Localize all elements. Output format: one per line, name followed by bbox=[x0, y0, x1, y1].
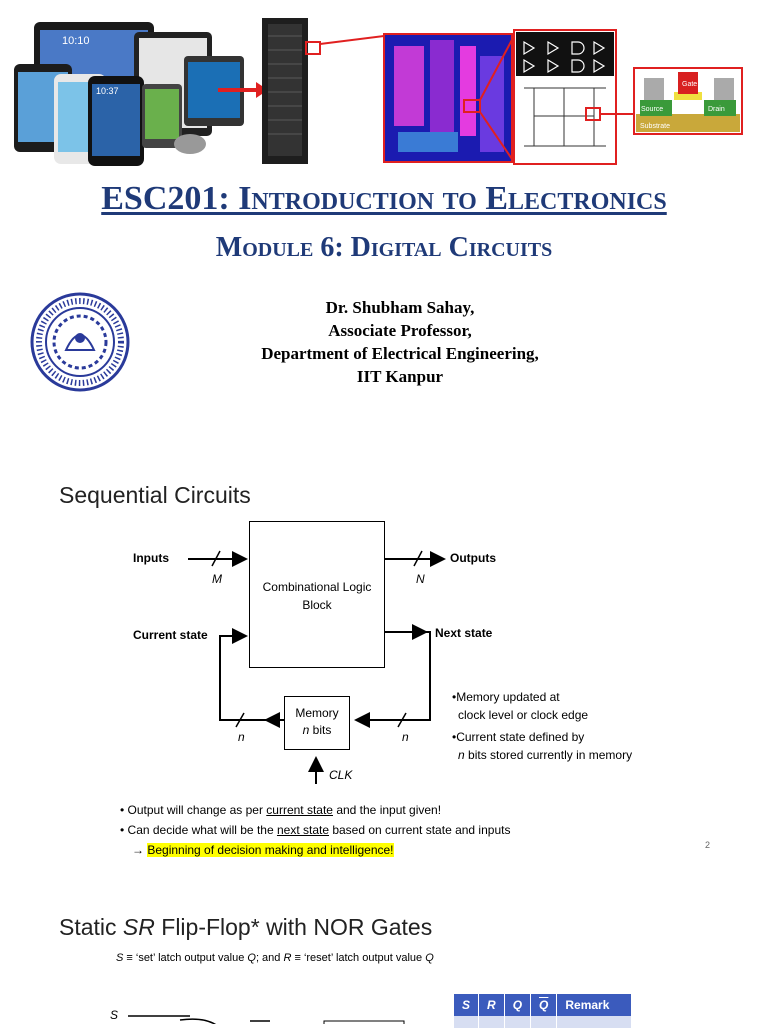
nor-gate-circuit bbox=[120, 1008, 420, 1024]
col-s: S bbox=[454, 994, 479, 1016]
slide-title: Static SR Flip-Flop* with NOR Gates bbox=[59, 914, 433, 940]
clb-label-line1: Combinational Logic bbox=[262, 580, 372, 594]
svg-text:Gate: Gate bbox=[682, 81, 698, 88]
bullet-list bbox=[120, 800, 510, 860]
n-output-label: N bbox=[416, 572, 425, 586]
m-label: M bbox=[212, 572, 222, 586]
course-title: ESC201: Introduction to Electronics bbox=[101, 180, 667, 217]
col-q-bar: $\overline{Q}$ bbox=[531, 994, 557, 1016]
svg-text:10:10: 10:10 bbox=[62, 35, 90, 47]
bullet-3: → Beginning of decision making and intelligence! bbox=[132, 843, 394, 857]
n-right-label: n bbox=[402, 730, 409, 744]
col-q: Q bbox=[504, 994, 530, 1016]
bullet-2: • Can decide what will be the next state based on current state and inputs bbox=[120, 823, 511, 837]
s-input-label: S bbox=[110, 1008, 119, 1022]
svg-text:Drain: Drain bbox=[708, 106, 725, 113]
highlighted-text: Beginning of decision making and intelligence! bbox=[147, 843, 394, 857]
current-state-label: Current state bbox=[133, 628, 208, 642]
n-left-label: n bbox=[238, 730, 245, 744]
author-department: Department of Electrical Engineering, bbox=[261, 344, 539, 363]
iitk-logo-icon bbox=[30, 292, 130, 392]
svg-text:Source: Source bbox=[641, 106, 664, 113]
devices-icon bbox=[14, 22, 244, 166]
combinational-logic-block bbox=[249, 521, 385, 668]
next-state-label: Next state bbox=[435, 626, 493, 640]
bullet-1: • Output will change as per current state and the input given! bbox=[120, 803, 442, 817]
author-institute: IIT Kanpur bbox=[356, 367, 444, 386]
inputs-label: Inputs bbox=[133, 551, 169, 565]
chip-layout-icon bbox=[384, 34, 512, 162]
module-title: Module 6: Digital Circuits bbox=[215, 232, 553, 263]
memory-note: •Memory updated at clock level or clock edge bbox=[452, 690, 589, 722]
author-position: Associate Professor, bbox=[328, 321, 472, 340]
server-rack-icon bbox=[262, 18, 320, 164]
svg-text:10:37: 10:37 bbox=[96, 86, 119, 96]
memory-label: Memory bbox=[295, 706, 339, 720]
clk-label: CLK bbox=[329, 768, 353, 782]
clb-label-line2: Block bbox=[302, 598, 332, 612]
current-state-note: •Current state defined by n bits stored currently in memory bbox=[452, 730, 633, 762]
sr-truth-table bbox=[454, 994, 632, 1028]
sr-flipflop-slide bbox=[0, 900, 768, 1024]
logic-gates-icon bbox=[514, 30, 616, 164]
memory-bits-label: n bits bbox=[302, 723, 332, 737]
slide-title: Sequential Circuits bbox=[59, 482, 251, 508]
outputs-label: Outputs bbox=[450, 551, 496, 565]
svg-text:Substrate: Substrate bbox=[640, 123, 670, 130]
table-row bbox=[454, 1016, 632, 1028]
author-name: Dr. Shubham Sahay, bbox=[325, 298, 475, 317]
sequential-circuits-slide bbox=[0, 462, 768, 862]
col-remark: Remark bbox=[557, 994, 632, 1016]
banner-image bbox=[14, 16, 744, 166]
transistor-icon bbox=[634, 68, 742, 134]
page-number: 2 bbox=[704, 840, 710, 850]
set-reset-definition: S ≡ ‘set’ latch output value Q; and R ≡ ‘reset’ latch output value Q bbox=[116, 952, 434, 964]
col-r: R bbox=[479, 994, 505, 1016]
memory-block bbox=[284, 696, 350, 750]
title-slide bbox=[0, 0, 768, 430]
author-block bbox=[190, 296, 610, 388]
